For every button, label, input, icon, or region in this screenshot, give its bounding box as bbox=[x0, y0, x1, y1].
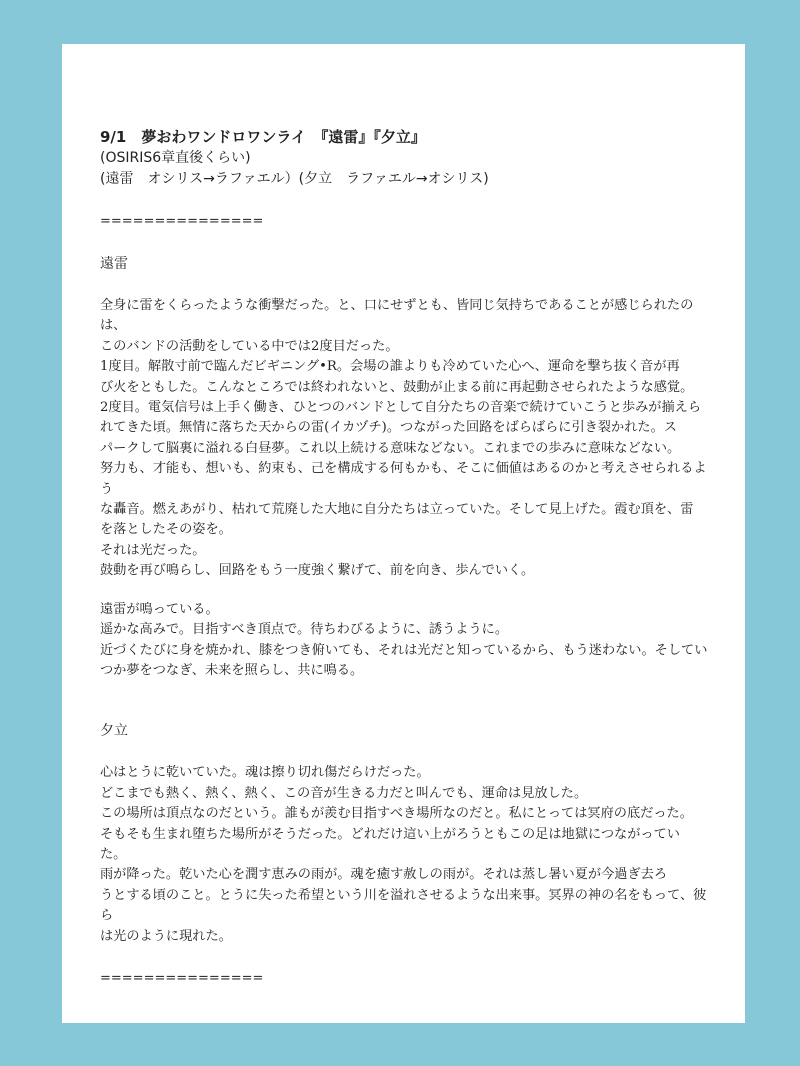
text-line: な轟音。燃えあがり、枯れて荒廃した大地に自分たちは立っていた。そして見上げた。霞む頂を、雷 bbox=[100, 502, 694, 518]
text-line: それは光だった。 bbox=[100, 542, 206, 558]
text-line: 心はとうに乾いていた。魂は擦り切れ傷だらけだった。 bbox=[100, 765, 430, 781]
text-line: このバンドの活動をしている中では2度目だった。 bbox=[100, 338, 399, 354]
text-line: 2度目。電気信号は上手く働き、ひとつのバンドとして自分たちの音楽で続けていこうと歩みが揃えら bbox=[100, 400, 702, 416]
divider-top: =============== bbox=[100, 214, 264, 229]
text-line: 近づくたびに身を焼かれ、膝をつき俯いても、それは光だと知っているから、もう迷わない。そしてい bbox=[100, 642, 708, 658]
section-enrai-paragraph-2 bbox=[100, 600, 715, 682]
text-line: は光のように現れた。 bbox=[100, 928, 232, 944]
text-line: 遥かな高みで。目指すべき頂点で。待ちわびるように、誘うように。 bbox=[100, 622, 509, 638]
text-line: パークして脳裏に溢れる白昼夢。これ以上続ける意味などない。これまでの歩みに意味などない。 bbox=[100, 440, 681, 456]
text-line: そもそも生まれ堕ちた場所がそうだった。どれだけ這い上がろうともこの足は地獄につながってい bbox=[100, 826, 680, 842]
divider-bottom: =============== bbox=[100, 970, 264, 986]
section-yuudachi-paragraph-1 bbox=[100, 763, 715, 947]
text-line: 雨が降った。乾いた心を潤す恵みの雨が。魂を癒す赦しの雨が。それは蒸し暑い夏が今過ぎ去ろ bbox=[100, 867, 668, 883]
text-line: うとする頃のこと。とうに失った希望という川を溢れさせるような出来事。冥界の神の名をもって、彼ら bbox=[100, 887, 707, 924]
document-page bbox=[62, 44, 745, 1023]
pairing-note: (遠雷 オシリス→ラファエル）(夕立 ラファエル→オシリス) bbox=[100, 171, 489, 187]
setting-note: (OSIRIS6章直後くらい) bbox=[100, 150, 251, 166]
text-line: 努力も、才能も、想いも、約束も、己を構成する何もかも、そこに価値はあるのかと考えさせられるよう bbox=[100, 461, 707, 497]
text-line: た。 bbox=[100, 846, 127, 862]
text-line: 全身に雷をくらったような衝撃だった。と、口にせずとも、皆同じ気持ちであることが感じられたのは、 bbox=[100, 298, 694, 334]
text-line: れてきた頃。無情に落ちた天からの雷(イカヅチ)。つながった回路をばらばらに引き裂かれた。ス bbox=[100, 420, 677, 436]
text-line: つか夢をつなぎ、未来を照らし、共に鳴る。 bbox=[100, 662, 364, 678]
text-line: を落としたその姿を。 bbox=[100, 522, 232, 538]
text-line: 鼓動を再び鳴らし、回路をもう一度強く繋げて、前を向き、歩んでいく。 bbox=[100, 563, 535, 579]
text-line: 遠雷が鳴っている。 bbox=[100, 601, 219, 617]
section-heading-enrai: 遠雷 bbox=[100, 256, 128, 272]
text-line: どこまでも熱く、熱く、熱く、この音が生きる力だと叫んでも、運命は見放した。 bbox=[100, 785, 588, 801]
section-heading-yuudachi: 夕立 bbox=[100, 723, 128, 740]
post-title: 9/1 夢おわワンドロワンライ 『遠雷』『夕立』 bbox=[100, 128, 426, 146]
section-enrai-paragraph-1 bbox=[100, 296, 715, 582]
text-line: この場所は頂点なのだという。誰もが羨む目指すべき場所なのだと。私にとっては冥府の底だった。 bbox=[100, 806, 693, 822]
text-line: 1度目。解散寸前で臨んだビギニング•R。会場の誰よりも冷めていた心へ、運命を撃ち抜く音が再 bbox=[100, 359, 680, 375]
text-line: び火をともした。こんなところでは終われないと、鼓動が止まる前に再起動させられたような感覚。 bbox=[100, 379, 694, 395]
